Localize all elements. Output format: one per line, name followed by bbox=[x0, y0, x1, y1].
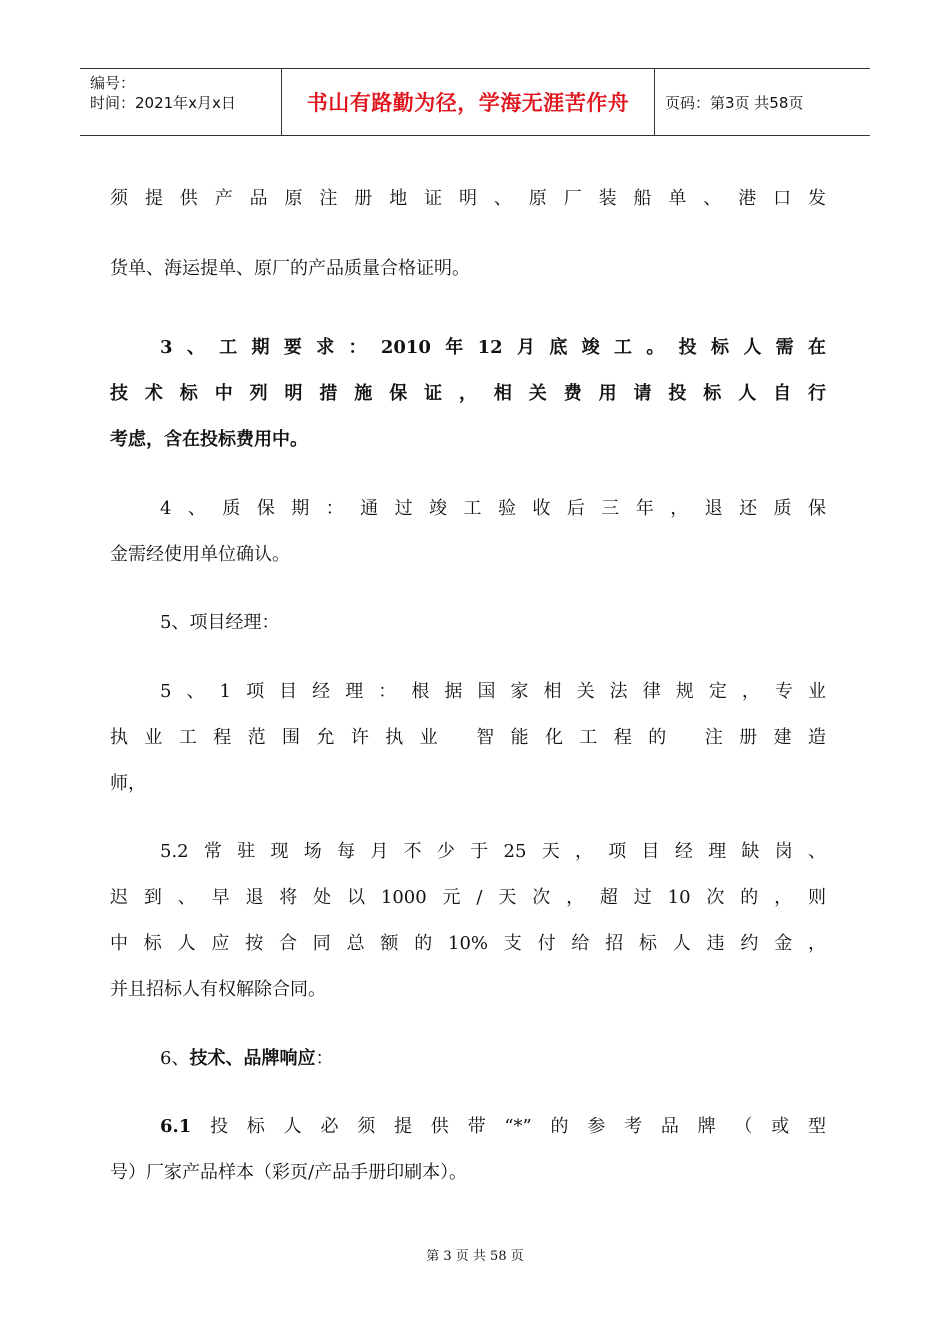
text-line: 货单、海运提单、原厂的产品质量合格证明。 bbox=[110, 258, 470, 279]
text-line: 考虑，含在投标费用中。 bbox=[110, 429, 308, 450]
paragraph-pm-attendance-line2 bbox=[110, 875, 826, 921]
header-meta bbox=[80, 69, 282, 135]
paragraph-pm-qualification-line2 bbox=[110, 715, 826, 761]
paragraph-pm-attendance-line4 bbox=[110, 967, 826, 1013]
paragraph-brand-samples bbox=[110, 1104, 826, 1150]
paragraph-schedule-line2 bbox=[110, 371, 826, 417]
paragraph-schedule-line3 bbox=[110, 417, 826, 463]
text-line: 并且招标人有权解除合同。 bbox=[110, 979, 326, 1000]
text-line: 技术标中列明措施保证，相关费用请投标人自行 bbox=[110, 383, 826, 404]
paragraph-warranty-line2 bbox=[110, 532, 826, 578]
text-line: 3、工期要求：2010年12月底竣工。投标人需在 bbox=[160, 337, 826, 358]
paragraph-warranty bbox=[110, 486, 826, 532]
header-page-label: 页码：第3页 共58页 bbox=[665, 93, 804, 112]
header-number-label: 编号： bbox=[90, 74, 136, 92]
header-time-label: 时间：2021年x月x日 bbox=[90, 94, 236, 112]
paragraph-pm-qualification-line3 bbox=[110, 761, 826, 807]
paragraph-project-manager-heading bbox=[110, 600, 826, 646]
text-line: 须提供产品原注册地证明、原厂装船单、港口发 bbox=[110, 188, 826, 209]
text-line: 执业工程范围允许执业 智能化工程的 注册建造 bbox=[110, 727, 826, 748]
page-footer: 第 3 页 共 58 页 bbox=[426, 1249, 524, 1264]
text-line: 5.2常驻现场每月不少于25天，项目经理缺岗、 bbox=[160, 841, 826, 862]
paragraph-brand-samples-line2 bbox=[110, 1150, 826, 1196]
section-title: 技术、品牌响应 bbox=[189, 1048, 316, 1069]
text-line: 中标人应按合同总额的10%支付给招标人违约金， bbox=[110, 933, 826, 954]
header-motto: 书山有路勤为径，学海无涯苦作舟 bbox=[282, 69, 655, 135]
text-line: 4、质保期：通过竣工验收后三年，退还质保 bbox=[160, 498, 826, 519]
text-line: 金需经使用单位确认。 bbox=[110, 544, 290, 565]
paragraph-origin-proof-cont bbox=[110, 246, 826, 292]
text-line: 号）厂家产品样本（彩页/产品手册印刷本）。 bbox=[110, 1162, 468, 1183]
text-line: 5、1项目经理：根据国家相关法律规定，专业 bbox=[160, 681, 826, 702]
paragraph-pm-attendance bbox=[110, 829, 826, 875]
paragraph-pm-qualification bbox=[110, 669, 826, 715]
paragraph-schedule bbox=[110, 325, 826, 371]
paragraph-tech-brand-heading bbox=[110, 1036, 826, 1082]
paragraph-origin-proof bbox=[110, 176, 826, 222]
text-line: 投标人必须提供带“*”的参考品牌（或型 bbox=[191, 1116, 826, 1137]
paragraph-pm-attendance-line3 bbox=[110, 921, 826, 967]
text-line: 5、项目经理： bbox=[160, 612, 280, 633]
page-header bbox=[80, 68, 870, 136]
section-number: 6.1 bbox=[160, 1116, 192, 1137]
text-line: 师， bbox=[110, 773, 146, 794]
text-line: 迟到、早退将处以1000元/天次，超过10次的，则 bbox=[110, 887, 826, 908]
section-colon: ： bbox=[315, 1048, 334, 1069]
section-number: 6、 bbox=[160, 1048, 190, 1069]
